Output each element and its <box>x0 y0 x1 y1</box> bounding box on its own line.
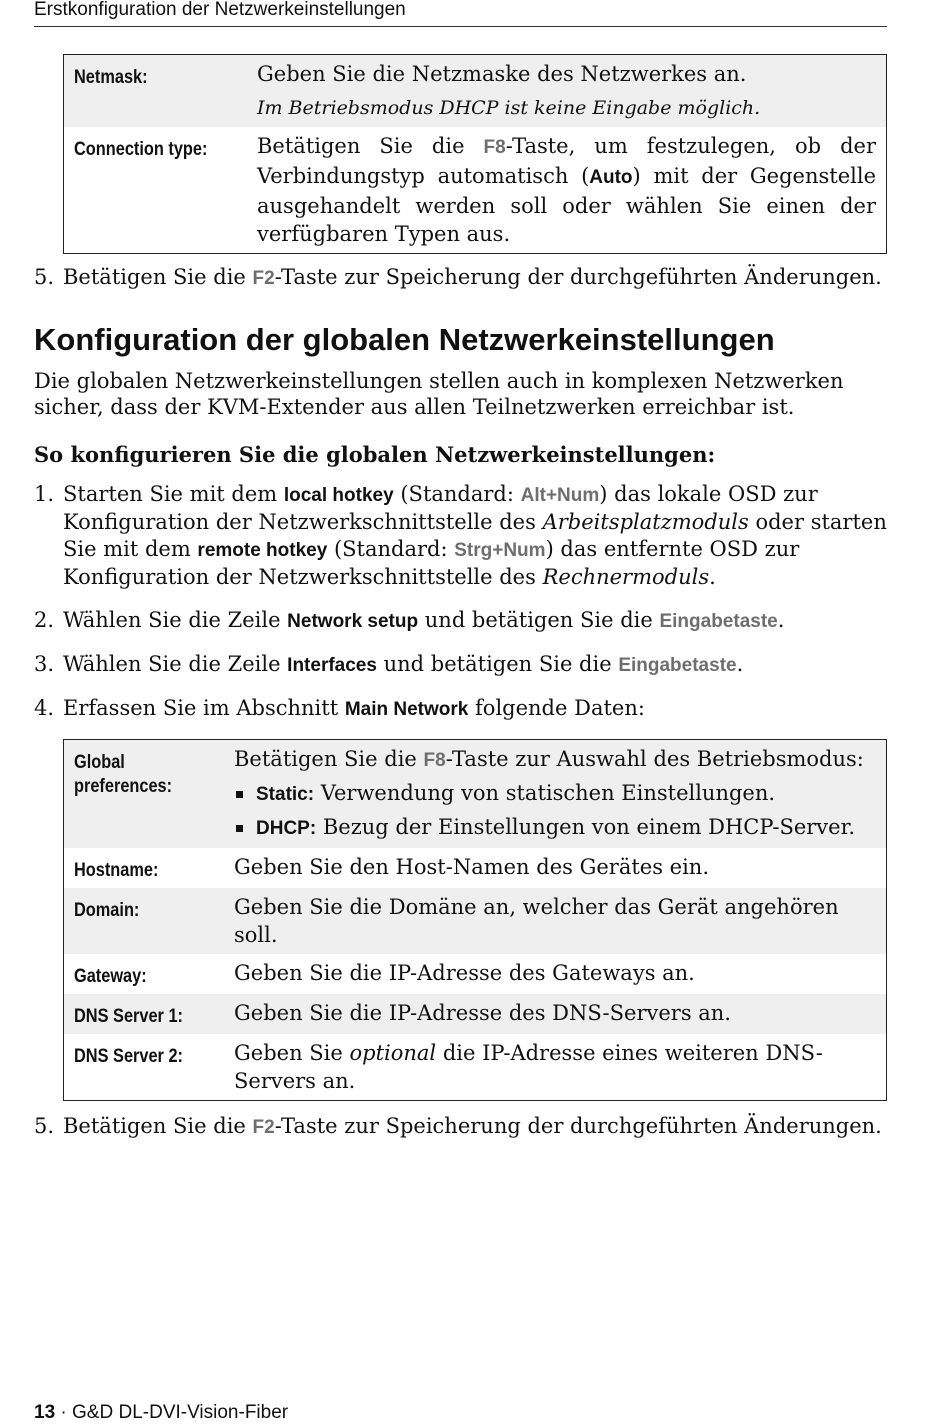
key-f8: F8 <box>423 750 446 771</box>
dns2-text: die IP-Adresse eines weiteren DNS-Servers an. <box>234 1041 823 1093</box>
step-text: . <box>709 565 716 589</box>
global-network-table <box>63 739 887 1101</box>
step-number: 3. <box>34 652 55 676</box>
dns2-label: DNS Server 2: <box>74 1046 183 1067</box>
table-row <box>64 954 887 994</box>
step-text: und betätigen Sie die <box>376 652 619 676</box>
gateway-label: Gateway: <box>74 966 147 987</box>
step-4 <box>34 695 887 723</box>
auto-option: Auto <box>589 167 633 188</box>
step-number: 2. <box>34 608 55 632</box>
global-preferences-label: Global preferences: <box>74 752 173 797</box>
key-strg-num: Strg+Num <box>454 540 546 561</box>
bullet-text: Verwendung von statischen Einstellungen. <box>314 781 776 805</box>
page-content <box>34 54 887 1141</box>
table-row <box>64 994 887 1034</box>
interface-params-table <box>63 54 887 254</box>
rechner-term: Rechnermoduls <box>542 565 710 589</box>
step-text: oder starten Sie mit dem <box>63 510 887 561</box>
howto-heading: So konfigurieren Sie die globalen Netzwerkeinstellungen: <box>34 442 716 467</box>
network-setup-item: Network setup <box>287 611 419 632</box>
local-hotkey: local hotkey <box>283 485 394 506</box>
step-3 <box>34 651 887 679</box>
connection-type-label: Connection type: <box>74 139 208 160</box>
section-heading: Konfiguration der globalen Netzwerkeinstellungen <box>34 322 775 357</box>
step-number: 4. <box>34 696 55 720</box>
step-text: Betätigen Sie die <box>63 1114 253 1138</box>
table-row <box>64 848 887 888</box>
running-header <box>34 0 887 27</box>
bullet-text: Bezug der Einstellungen von einem DHCP-Server. <box>316 815 856 839</box>
conn-text: -Taste, um festzulegen, ob der Verbindungstyp automatisch ( <box>257 134 876 188</box>
step-number: 5. <box>34 1114 55 1138</box>
table-row <box>64 1034 887 1101</box>
step-text: Wählen Sie die Zeile <box>63 652 288 676</box>
main-network-section: Main Network <box>344 699 469 720</box>
page-number: 13 <box>34 1402 56 1423</box>
dns2-text: Geben Sie <box>234 1041 350 1065</box>
step-text: -Taste zur Speicherung der durchgeführten Änderungen. <box>274 265 882 289</box>
table-row <box>64 127 887 254</box>
section-intro: Die globalen Netzwerkeinstellungen stellen auch in komplexen Netzwerken sicher, dass der KVM-Extender aus allen Teilnetzwerken erreichbar ist. <box>34 369 844 419</box>
dns1-desc: Geben Sie die IP-Adresse des DNS-Servers an. <box>224 994 887 1034</box>
step-text: -Taste zur Speicherung der durchgeführten Änderungen. <box>274 1114 882 1138</box>
step-text: folgende Daten: <box>468 696 645 720</box>
dhcp-option: DHCP: <box>256 818 317 839</box>
table-row <box>64 888 887 954</box>
step-text: ) das lokale OSD zur Konfiguration der Netzwerkschnittstelle des <box>63 482 818 534</box>
step-text: Wählen Sie die Zeile <box>63 608 288 632</box>
footer-separator: · <box>55 1402 73 1423</box>
conn-text: ) mit der Gegenstelle ausgehandelt werden soll oder wählen Sie einen der verfügbaren Typen aus. <box>257 164 876 246</box>
step-text: . <box>736 652 744 676</box>
step-number: 1. <box>34 482 55 506</box>
netmask-note: Im Betriebsmodus DHCP ist keine Eingabe möglich. <box>257 97 761 119</box>
step-5-first <box>34 264 887 292</box>
key-f2: F2 <box>252 1117 275 1138</box>
step-number: 5. <box>34 265 55 289</box>
step-text: ) das entfernte OSD zur Konfiguration der Netzwerkschnittstelle des <box>63 537 800 589</box>
hostname-label: Hostname: <box>74 860 159 881</box>
step-text: (Standard: <box>393 482 521 506</box>
key-enter: Eingabetaste <box>618 655 737 676</box>
step-text: Starten Sie mit dem <box>63 482 284 506</box>
table-row <box>64 55 887 128</box>
hostname-desc: Geben Sie den Host-Namen des Gerätes ein. <box>234 855 710 879</box>
global-text: Betätigen Sie die <box>234 747 424 771</box>
header-title: Erstkonfiguration der Netzwerkeinstellungen <box>34 0 406 20</box>
step-text: (Standard: <box>327 537 455 561</box>
page-footer <box>34 1402 288 1424</box>
step-2 <box>34 607 887 635</box>
domain-label: Domain: <box>74 900 140 921</box>
conn-text: Betätigen Sie die <box>257 134 484 158</box>
key-alt-num: Alt+Num <box>520 485 600 506</box>
static-option: Static: <box>256 784 315 805</box>
product-name: G&D DL-DVI-Vision-Fiber <box>72 1402 289 1423</box>
domain-desc: Geben Sie die Domäne an, welcher das Gerät angehören soll. <box>224 888 887 954</box>
netmask-desc: Geben Sie die Netzmaske des Netzwerkes an. <box>257 62 747 86</box>
list-item <box>234 779 876 809</box>
netmask-label: Netmask: <box>74 67 148 88</box>
remote-hotkey: remote hotkey <box>197 540 328 561</box>
step-text: Betätigen Sie die <box>63 265 253 289</box>
step-1 <box>34 481 887 591</box>
step-text: und betätigen Sie die <box>418 608 660 632</box>
gateway-desc: Geben Sie die IP-Adresse des Gateways an. <box>234 961 695 985</box>
key-f2: F2 <box>252 268 275 289</box>
step-text: . <box>777 608 785 632</box>
key-f8: F8 <box>483 137 506 158</box>
dns1-label: DNS Server 1: <box>74 1006 183 1027</box>
arbeitsplatz-term: Arbeitsplatzmoduls <box>542 510 749 534</box>
key-enter: Eingabetaste <box>659 611 778 632</box>
list-item <box>234 813 876 843</box>
global-text: -Taste zur Auswahl des Betriebsmodus: <box>445 747 864 771</box>
optional-term: optional <box>349 1041 437 1065</box>
table-row <box>64 740 887 849</box>
step-text: Erfassen Sie im Abschnitt <box>63 696 345 720</box>
step-5-second <box>34 1113 887 1141</box>
interfaces-item: Interfaces <box>287 655 377 676</box>
